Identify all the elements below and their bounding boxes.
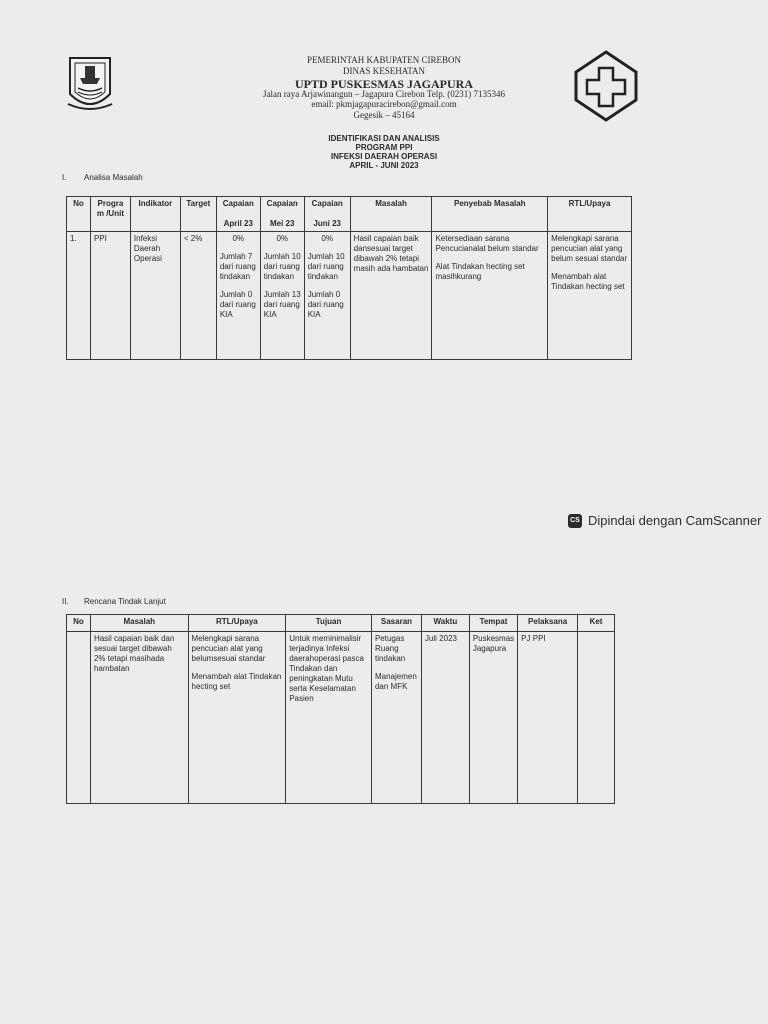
th2-sasaran: Sasaran <box>371 615 421 632</box>
th2-no: No <box>67 615 91 632</box>
cell2-tempat: Puskesmas Jagapura <box>469 632 517 804</box>
th2-pelaksana: Pelaksana <box>518 615 578 632</box>
capaian-mei-kia: Jumlah 13 dari ruang KIA <box>263 290 301 319</box>
th-indikator: Indikator <box>130 197 180 232</box>
th2-rtl: RTL/Upaya <box>188 615 286 632</box>
cell2-rtl <box>188 632 286 804</box>
cell-capaian-mei <box>260 232 304 360</box>
header-address: Jalan raya Arjawinangun – Jagapura Cirebon Telp. (0231) 7135346 <box>263 89 505 99</box>
rtl2-sarana: Melengkapi sarana pencucian alat yang belumsesuai standar <box>191 634 266 663</box>
th-capaian-mei-period: Mei 23 <box>270 219 295 228</box>
section1-number: I. <box>62 173 67 182</box>
th2-waktu: Waktu <box>421 615 469 632</box>
cell2-ket <box>578 632 615 804</box>
sasaran-manajemen: Manajemen dan MFK <box>374 672 417 691</box>
th-penyebab: Penyebab Masalah <box>432 197 548 232</box>
capaian-april-tindakan: Jumlah 7 dari ruang tindakan <box>219 252 256 281</box>
cell-indikator: Infeksi Daerah Operasi <box>130 232 180 360</box>
cell-masalah: Hasil capaian baik dansesuai target dibawah 2% tetapi masih ada hambatan <box>350 232 432 360</box>
camscanner-label: Dipindai dengan CamScanner <box>588 513 762 528</box>
rtl-sarana: Melengkapi sarana pencucian alat yang belum sesuai standar <box>551 234 628 263</box>
capaian-april-kia: Jumlah 0 dari ruang KIA <box>219 290 256 319</box>
th-no: No <box>67 197 91 232</box>
title-line-2: PROGRAM PPI <box>355 143 413 152</box>
capaian-mei-tindakan: Jumlah 10 dari ruang tindakan <box>263 252 301 281</box>
th2-ket: Ket <box>578 615 615 632</box>
cell-penyebab <box>432 232 548 360</box>
follow-up-table-header <box>67 615 615 632</box>
cell-target: < 2% <box>180 232 216 360</box>
penyebab-sarana: Ketersediaan sarana Pencucianalat belum standar <box>435 234 539 253</box>
penyebab-alat: Alat Tindakan hecting set masihkurang <box>435 262 525 281</box>
header-government: PEMERINTAH KABUPATEN CIREBON <box>307 55 461 65</box>
capaian-april-pct: 0% <box>232 234 245 243</box>
camscanner-badge: CS <box>568 514 582 528</box>
th2-tujuan: Tujuan <box>286 615 372 632</box>
th2-masalah: Masalah <box>90 615 188 632</box>
title-line-1: IDENTIFIKASI DAN ANALISIS <box>328 134 440 143</box>
header-postal: Gegesik – 45164 <box>353 110 415 120</box>
table-row <box>67 632 615 804</box>
cell-capaian-april <box>216 232 260 360</box>
th-capaian-juni-label: Capaian <box>311 199 343 208</box>
cell2-masalah: Hasil capaian baik dan sesuai target dibawah 2% tetapi masihada hambatan <box>90 632 188 804</box>
cell2-pelaksana: PJ PPI <box>518 632 578 804</box>
cell-capaian-juni <box>304 232 350 360</box>
analysis-table <box>66 196 632 360</box>
follow-up-table <box>66 614 615 804</box>
th2-tempat: Tempat <box>469 615 517 632</box>
header-email: email: pkmjagapuracirebon@gmail.com <box>311 99 457 109</box>
header-department: DINAS KESEHATAN <box>342 66 426 76</box>
cell-program: PPI <box>90 232 130 360</box>
th-capaian-april-period: April 23 <box>223 219 253 228</box>
sasaran-petugas: Petugas Ruang tindakan <box>374 634 406 663</box>
cell-no: 1. <box>67 232 91 360</box>
title-line-3: INFEKSI DAERAH OPERASI <box>330 152 438 161</box>
title-period: APRIL - JUNI 2023 <box>349 161 419 170</box>
th-capaian-april-label: Capaian <box>222 199 254 208</box>
th-capaian-juni <box>304 197 350 232</box>
capaian-juni-kia: Jumlah 0 dari ruang KIA <box>307 290 344 319</box>
rtl-alat: Menambah alat Tindakan hecting set <box>551 272 625 291</box>
capaian-mei-pct: 0% <box>276 234 289 243</box>
cell2-no <box>67 632 91 804</box>
table-row <box>67 232 632 360</box>
section1-heading: Analisa Masalah <box>84 173 143 182</box>
th-masalah: Masalah <box>350 197 432 232</box>
rtl2-alat: Menambah alat Tindakan hecting set <box>191 672 282 691</box>
th-program: Progra m /Unit <box>90 197 130 232</box>
th-rtl: RTL/Upaya <box>548 197 632 232</box>
cell2-sasaran <box>371 632 421 804</box>
puskesmas-logo <box>574 50 638 122</box>
header-institution: UPTD PUSKESMAS JAGAPURA <box>294 77 473 91</box>
th-capaian-mei-label: Capaian <box>266 199 298 208</box>
capaian-juni-tindakan: Jumlah 10 dari ruang tindakan <box>307 252 345 281</box>
cell-rtl <box>548 232 632 360</box>
capaian-juni-pct: 0% <box>321 234 333 243</box>
cell2-tujuan: Untuk meminimalisir terjadinya Infeksi daerahoperasi pasca Tindakan dan peningkatan Mutu serta Keselamatan Pasien <box>286 632 372 804</box>
cell2-waktu: Juli 2023 <box>421 632 469 804</box>
th-capaian-mei <box>260 197 304 232</box>
analysis-table-header <box>67 197 632 232</box>
th-capaian-april <box>216 197 260 232</box>
section2-heading: Rencana Tindak Lanjut <box>84 597 166 606</box>
th-capaian-juni-period: Juni 23 <box>313 219 341 228</box>
section2-number: II. <box>62 597 69 606</box>
th-target: Target <box>180 197 216 232</box>
